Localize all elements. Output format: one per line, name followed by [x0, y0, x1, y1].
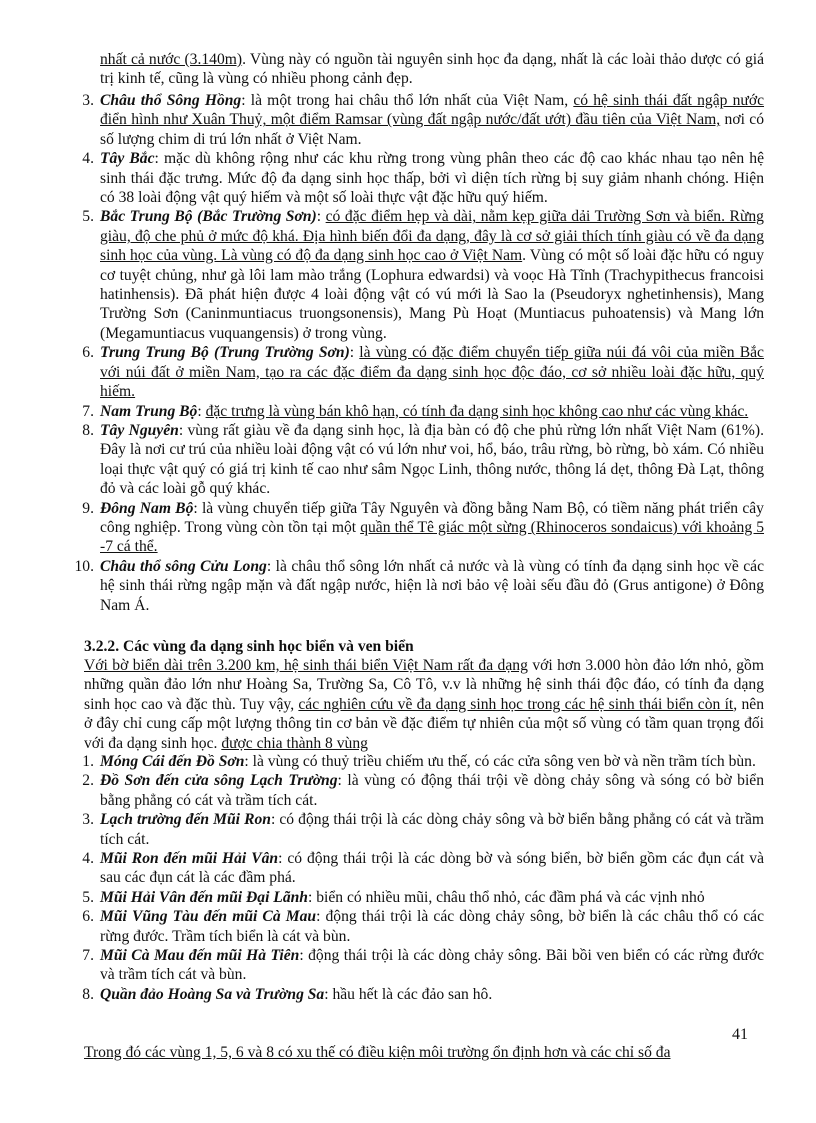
- item-number: 10.: [74, 557, 94, 575]
- item-text: : là vùng có động thái trội về dòng chảy sông và sóng có bờ biển bằng phẳng có cát và trầm tích cát.: [100, 772, 765, 809]
- para-underlined: các nghiên cứu về đa dạng sinh học trong các hệ sinh thái biển còn ít: [298, 695, 734, 713]
- para-text: với hơn 3.000 hòn đảo lớn nhỏ, gồm những quần đảo lớn như Hoàng Sa, Trường Sa, Cô Tô, v.v là những hệ sinh thái độc đáo, có tính đa dạng sinh học cao và đặc thù. Tuy vậy,: [84, 657, 764, 713]
- item-title: Bắc Trung Bộ (Bắc Trường Sơn): [100, 208, 317, 226]
- list-item: [82, 849, 765, 888]
- item-title: Mũi Vũng Tàu đến mũi Cà Mau: [100, 908, 317, 926]
- intro-text: . Vùng này có nguồn tài nguyên sinh học đa dạng, nhất là các loài thảo dược có giá trị kinh tế, cũng là vùng có nhiều phong cảnh đẹp.: [100, 51, 764, 88]
- item-underlined: có hệ sinh thái đất ngập nước điển hình như Xuân Thuỷ, một điểm Ramsar (vùng đất ngập nước/đất ướt) đầu tiên của Việt Nam,: [100, 92, 765, 129]
- item-text: : có động thái trội là các dòng bờ và sóng biển, bờ biển gồm các đụn cát và sau các đụn cát là các đầm phá.: [100, 850, 765, 887]
- item-text: . Vùng có một số loài đặc hữu có nguy cơ tuyệt chủng, như gà lôi lam mào trắng (Lophura edwardsi) và voọc Hà Tĩnh (Trachypithecus francoisi hatinhensis). Đã phát hiện được 4 loài động vật có vú mới là Sao la (Pseudoryx nghetinhensis), Mang Trường Sơn (Caninmuntiacus truongsonensis), Mang Pù Hoạt (Muntiacus puhoatensis) và Mang lớn (Megamuntiacus vuquangensis) ở trong vùng.: [100, 247, 765, 342]
- list-item: [82, 752, 764, 771]
- item-text: : động thái trội là các dòng chảy sông, bờ biển là các châu thổ có các rừng đước. Trầm tích biển là cát và bùn.: [100, 908, 765, 945]
- terrestrial-region-list: [74, 91, 765, 615]
- item-number: 5.: [82, 888, 94, 906]
- list-item: [82, 402, 764, 421]
- last-line: Trong đó các vùng 1, 5, 6 và 8 có xu thế có điều kiện môi trường ổn định hơn và các chỉ số đa: [84, 1044, 671, 1061]
- item-number: 9.: [82, 499, 94, 517]
- item-number: 8.: [82, 985, 94, 1003]
- item-number: 4.: [82, 850, 94, 868]
- item-underlined: quần thể Tê giác một sừng (Rhinoceros sondaicus) với khoảng 5 -7 cá thể.: [100, 518, 765, 556]
- list-item: [82, 946, 764, 985]
- item-underlined: là vùng có đặc điểm chuyển tiếp giữa núi đá vôi của miền Bắc với núi đất ở miền Nam, tạo ra các đặc điểm đa dạng sinh học độc đáo, cơ sở nhiều loài đặc hữu, quý hiếm.: [100, 344, 764, 401]
- list-item: [82, 91, 765, 149]
- section-paragraph: [84, 656, 764, 753]
- item-title: Châu thổ Sông Hồng: [100, 92, 242, 109]
- item-text: :: [197, 402, 206, 420]
- item-text: : hầu hết là các đảo san hô.: [324, 985, 493, 1003]
- list-item: [82, 888, 764, 907]
- item-text: nơi có số lượng chim di trú lớn nhất ở Việt Nam.: [100, 111, 764, 148]
- item-title: Móng Cái đến Đồ Sơn: [100, 753, 245, 770]
- item-title: Mũi Ron đến mũi Hải Vân: [100, 850, 279, 868]
- intro-underlined: nhất cả nước (3.140m): [100, 51, 243, 68]
- item-number: 3.: [82, 92, 94, 109]
- item-text: :: [316, 208, 326, 226]
- item-text: : động thái trội là các dòng chảy sông. Bãi bồi ven biển có các rừng đước và trầm tích cát và bùn.: [100, 947, 764, 984]
- item-number: 6.: [82, 908, 94, 926]
- item-title: Đông Nam Bộ: [100, 499, 194, 517]
- item-title: Quần đảo Hoàng Sa và Trường Sa: [100, 985, 325, 1003]
- item-text: : mặc dù không rộng như các khu rừng trong vùng phân theo các độ cao khác nhau tạo nên hệ sinh thái đặc trưng. Mức độ đa dạng sinh học thấp, bởi vì diện tích rừng bị suy giảm nhanh chóng. Hiện có 38 loài động vật quý hiếm và một số loài thực vật đặc hữu quý hiếm.: [100, 150, 764, 207]
- list-item: [82, 771, 765, 810]
- list-item: [82, 207, 765, 343]
- list-item: [82, 985, 764, 1004]
- item-title: Trung Trung Bộ (Trung Trường Sơn): [100, 344, 350, 362]
- item-text: : là một trong hai châu thổ lớn nhất của Việt Nam,: [241, 92, 574, 109]
- item-number: 1.: [82, 753, 94, 770]
- item-text: : là vùng chuyển tiếp giữa Tây Nguyên và đồng bằng Nam Bộ, có tiềm năng phát triển cây công nghiệp. Trong vùng còn tồn tại một: [100, 499, 764, 536]
- list-item: [82, 907, 765, 946]
- item-title: Đồ Sơn đến cửa sông Lạch Trường: [100, 772, 338, 790]
- section-heading: 3.2.2. Các vùng đa dạng sinh học biển và ven biển: [84, 638, 414, 655]
- list-item: [82, 149, 764, 207]
- item-underlined: có đặc điểm hẹp và dài, nằm kẹp giữa dải Trường Sơn và biển. Rừng giàu, độ che phủ ở mức độ khá. Địa hình biến đổi đa dạng, đây là cơ sở giải thích tính giàu có về đa dạng sinh học của vùng. Là vùng có độ đa dạng sinh học cao ở Việt Nam: [100, 208, 764, 265]
- item-text: : có động thái trội là các dòng chảy sông và bờ biển bằng phẳng có cát và trầm tích cát.: [100, 811, 764, 848]
- item-title: Nam Trung Bộ: [100, 402, 198, 420]
- para-underlined: Với bờ biển dài trên 3.200 km, hệ sinh thái biển Việt Nam rất đa dạng: [84, 657, 528, 674]
- item-number: 2.: [82, 772, 94, 790]
- list-item: [74, 557, 764, 615]
- item-text: : biển có nhiều mũi, châu thổ nhỏ, các đầm phá và các vịnh nhỏ: [307, 888, 705, 906]
- item-title: Châu thổ sông Cửu Long: [100, 557, 267, 575]
- item-number: 3.: [82, 811, 94, 829]
- item-text: :: [349, 344, 360, 362]
- page-number: 41: [732, 1026, 748, 1043]
- item-number: 8.: [82, 421, 94, 439]
- item-title: Mũi Cà Mau đến mũi Hà Tiên: [100, 947, 300, 965]
- item-number: 4.: [82, 150, 94, 168]
- item-title: Tây Nguyên: [100, 421, 179, 439]
- intro-paragraph: [100, 50, 764, 89]
- para-text: , nên ở đây chỉ cung cấp một lượng thông tin cơ bản về đặc điểm tự nhiên của một số vùng có tầm quan trọng đối với đa dạng sinh học.: [84, 695, 764, 752]
- item-text: : là vùng có thuỷ triều chiếm ưu thế, có các cửa sông ven bờ và nền trầm tích bùn.: [244, 753, 756, 770]
- list-item: [82, 499, 765, 557]
- list-item: [82, 343, 764, 401]
- item-number: 5.: [82, 208, 94, 226]
- item-title: Tây Bắc: [100, 150, 155, 168]
- item-underlined: đặc trưng là vùng bán khô hạn, có tính đa dạng sinh học không cao như các vùng khác.: [205, 402, 749, 420]
- marine-region-list: [82, 752, 765, 1004]
- item-number: 7.: [82, 402, 94, 420]
- item-number: 7.: [82, 947, 94, 965]
- item-number: 6.: [82, 344, 94, 362]
- list-item: [82, 810, 764, 849]
- item-title: Mũi Hải Vân đến mũi Đại Lãnh: [100, 888, 308, 906]
- list-item: [82, 421, 764, 499]
- item-text: : vùng rất giàu về đa dạng sinh học, là địa bàn có độ che phủ rừng lớn nhất Việt Nam (61%). Đây là nơi cư trú của nhiều loài động vật có vú lớn như voi, hổ, báo, trâu rừng, bò rừng, bò xám. Có nhiều loại thực vật quý có giá trị kinh tế cao như sâm Ngọc Linh, thông nước, thông lá dẹt, thông Đà Lạt, thông đỏ và các loài gỗ quý khác.: [100, 421, 764, 498]
- item-text: : là châu thổ sông lớn nhất cả nước và là vùng có tính đa dạng sinh học về các hệ sinh thái rừng ngập mặn và đất ngập nước, hiện là nơi bảo vệ loài sếu đầu đỏ (Grus antigone) ở Đông Nam Á.: [100, 557, 764, 614]
- item-title: Lạch trường đến Mũi Ron: [100, 811, 271, 829]
- para-underlined: được chia thành 8 vùng: [221, 734, 368, 752]
